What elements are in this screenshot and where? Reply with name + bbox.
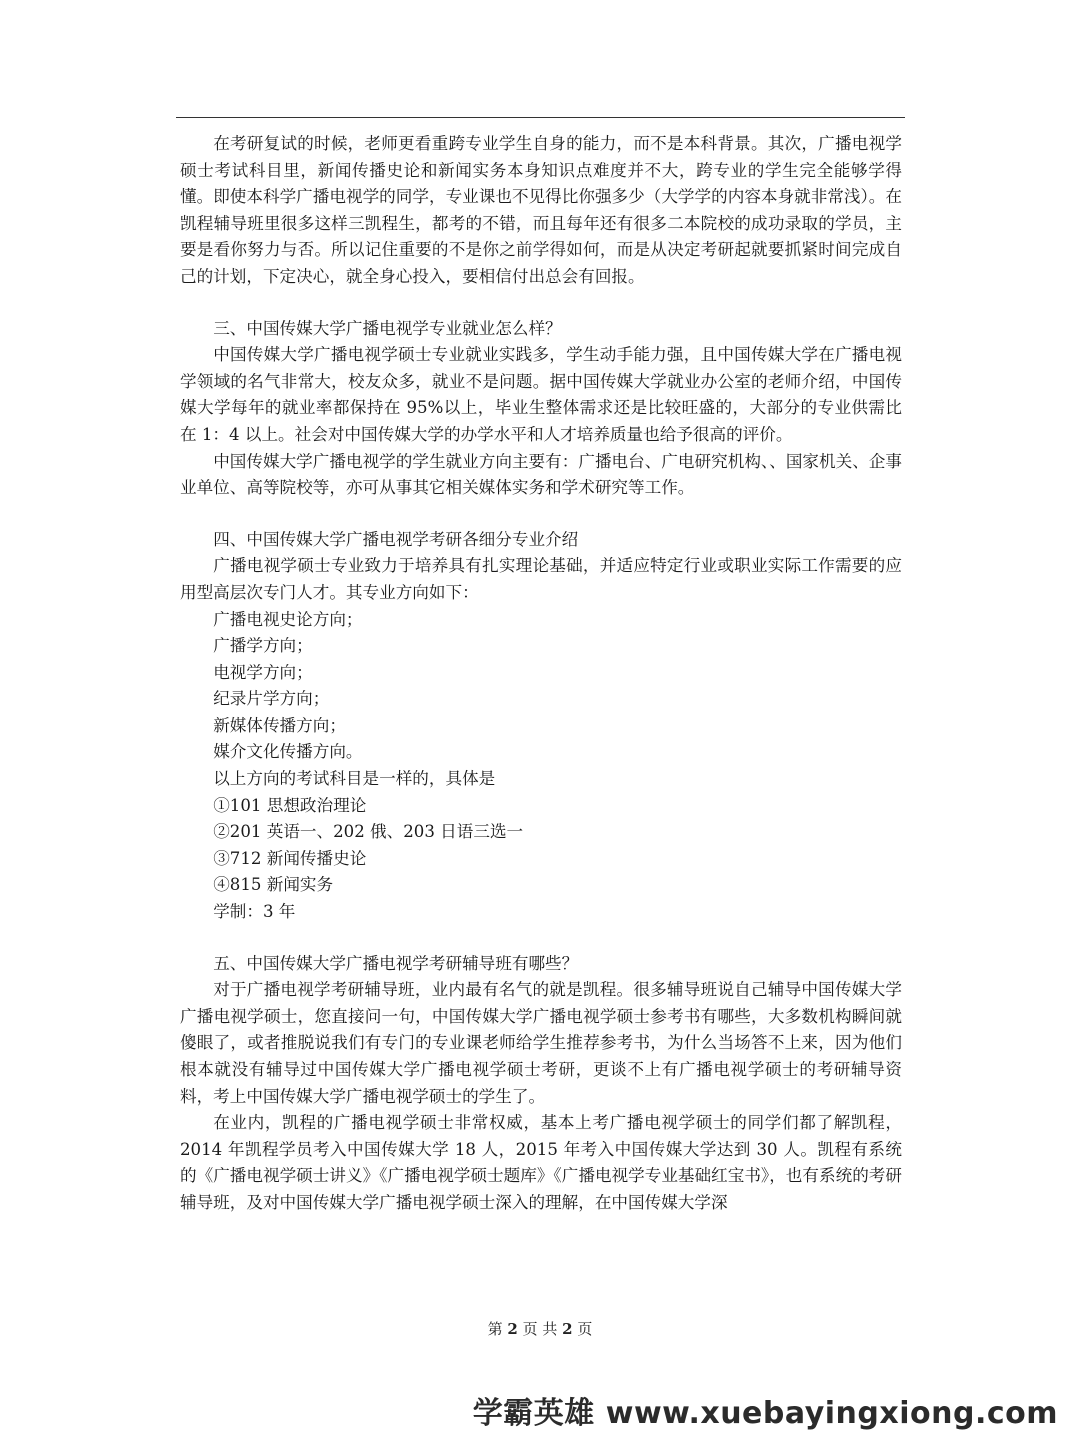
subject-item: ③712 新闻传播史论 — [213, 848, 367, 868]
total-page-number: 2 — [562, 1320, 573, 1338]
section-heading: 五、中国传媒大学广播电视学考研辅导班有哪些？ — [213, 953, 579, 973]
footer-middle: 页 共 — [522, 1320, 558, 1338]
paragraph: 对于广播电视学考研辅导班，业内最有名气的就是凯程。很多辅导班说自己辅导中国传媒大学广播电视学硕士，您直接问一句，中国传媒大学广播电视学硕士参考书有哪些，大多数机构瞬间就傻眼了，或者推脱说我们有专门的专业课老师给学生推荐参考书，为什么当场答不上来，因为他们根本就没有辅导过中国传媒大学广播电视学硕士考研，更谈不上有广播电视学硕士的考研辅导资料，考上中国传媒大学广播电视学硕士的学生了。 — [180, 980, 902, 1106]
direction-item: 新媒体传播方向； — [213, 715, 346, 735]
direction-item: 电视学方向； — [213, 662, 313, 682]
section-heading: 三、中国传媒大学广播电视学专业就业怎么样？ — [213, 318, 562, 338]
subject-item: ④815 新闻实务 — [213, 875, 334, 895]
page-footer — [0, 1318, 1080, 1339]
current-page-number: 2 — [507, 1320, 518, 1338]
paragraph: 广播电视学硕士专业致力于培养具有扎实理论基础，并适应特定行业或职业实际工作需要的应用型高层次专门人才。其专业方向如下： — [180, 556, 902, 602]
subject-item: ②201 英语一、202 俄、203 日语三选一 — [213, 822, 524, 842]
spacer — [180, 926, 902, 951]
direction-item: 纪录片学方向； — [213, 689, 330, 709]
document-body — [180, 131, 902, 1217]
subjects-intro: 以上方向的考试科目是一样的，具体是 — [213, 769, 496, 789]
watermark: 学霸英雄 www.xuebayingxiong.com — [472, 1396, 1058, 1431]
footer-suffix: 页 — [577, 1320, 593, 1338]
paragraph: 在业内，凯程的广播电视学硕士非常权威，基本上考广播电视学硕士的同学们都了解凯程，2014 年凯程学员考入中国传媒大学 18 人，2015 年考入中国传媒大学达到 30 人。凯程有系统的《广播电视学硕士讲义》《广播电视学硕士题库》《广播电视学专业基础红宝书》，也有系统的考研辅导班，及对中国传媒大学广播电视学硕士深入的理解，在中国传媒大学深 — [180, 1113, 902, 1212]
direction-item: 广播学方向； — [213, 636, 313, 656]
header-rule — [176, 117, 905, 118]
spacer — [180, 502, 902, 527]
direction-item: 媒介文化传播方向。 — [213, 742, 363, 762]
spacer — [180, 291, 902, 316]
paragraph: 中国传媒大学广播电视学硕士专业就业实践多，学生动手能力强，且中国传媒大学在广播电视学领域的名气非常大，校友众多，就业不是问题。据中国传媒大学就业办公室的老师介绍，中国传媒大学每年的就业率都保持在 95%以上，毕业生整体需求还是比较旺盛的，大部分的专业供需比在 1：4 以上。社会对中国传媒大学的办学水平和人才培养质量也给予很高的评价。 — [180, 345, 902, 444]
paragraph: 在考研复试的时候，老师更看重跨专业学生自身的能力，而不是本科背景。其次，广播电视学硕士考试科目里，新闻传播史论和新闻实务本身知识点难度并不大，跨专业的学生完全能够学得懂。即使本科学广播电视学的同学，专业课也不见得比你强多少（大学学的内容本身就非常浅）。在凯程辅导班里很多这样三凯程生，都考的不错，而且每年还有很多二本院校的成功录取的学员，主要是看你努力与否。所以记住重要的不是你之前学得如何，而是从决定考研起就要抓紧时间完成自己的计划，下定决心，就全身心投入，要相信付出总会有回报。 — [180, 134, 902, 286]
paragraph: 中国传媒大学广播电视学的学生就业方向主要有：广播电台、广电研究机构、、国家机关、企事业单位、高等院校等，亦可从事其它相关媒体实务和学术研究等工作。 — [180, 451, 902, 498]
footer-prefix: 第 — [487, 1320, 503, 1338]
section-heading: 四、中国传媒大学广播电视学考研各细分专业介绍 — [213, 529, 579, 549]
subject-item: ①101 思想政治理论 — [213, 795, 367, 815]
direction-item: 广播电视史论方向； — [213, 609, 363, 629]
duration: 学制：3 年 — [213, 902, 296, 922]
